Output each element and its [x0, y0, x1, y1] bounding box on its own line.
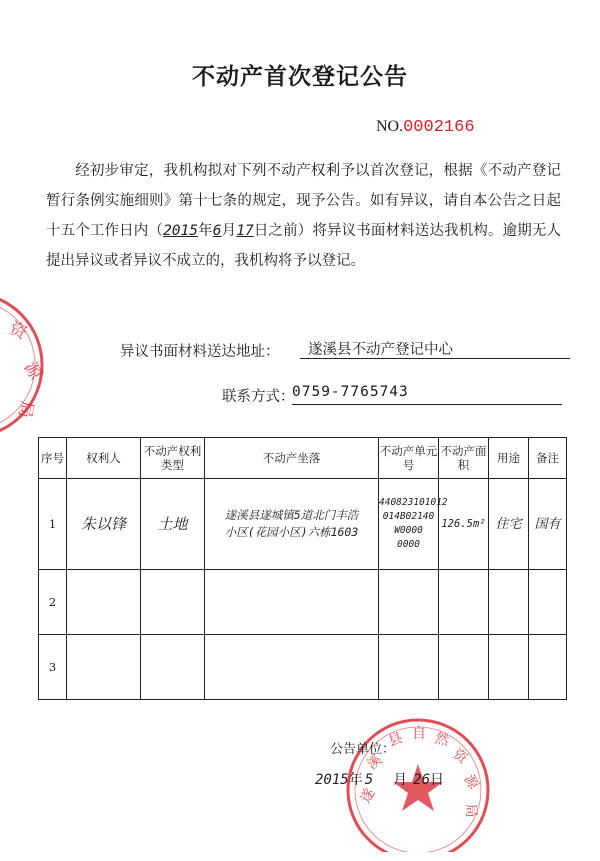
cell-remarks: [529, 570, 567, 635]
cell-unit-no: [379, 570, 439, 635]
publish-year: 2015: [315, 772, 349, 788]
deadline-year-unit: 年: [197, 223, 213, 239]
cell-seq: 1: [39, 479, 67, 570]
svg-text:县: 县: [386, 730, 405, 750]
cell-use: [489, 635, 529, 700]
svg-text:资: 资: [449, 746, 471, 768]
contact-label: 联系方式：: [222, 389, 295, 405]
cell-holder: [67, 570, 141, 635]
svg-text:局: 局: [462, 802, 480, 819]
cell-right-type: [141, 635, 205, 700]
notice-title: 不动产首次登记公告: [192, 64, 408, 90]
svg-text:资: 资: [5, 318, 30, 344]
official-seal-left: [0, 290, 70, 440]
deadline-day: 17: [236, 223, 254, 239]
cell-use: 住宅: [489, 479, 529, 570]
publisher-label: 公告单位：: [330, 742, 396, 757]
svg-text:自: 自: [412, 726, 426, 742]
publish-date: [315, 769, 444, 789]
svg-text:源: 源: [460, 772, 482, 793]
cell-area: [439, 635, 489, 700]
notice-body: [46, 156, 561, 276]
svg-text:然: 然: [432, 730, 451, 750]
table-row: [39, 635, 567, 700]
cell-holder: [67, 635, 141, 700]
cell-seq: 3: [39, 635, 67, 700]
header-unit-no: 不动产单元号: [379, 438, 439, 479]
cell-location: [205, 635, 379, 700]
deadline-month: 6: [212, 223, 222, 239]
svg-text:遂: 遂: [357, 785, 379, 806]
cell-area: 126.5m²: [439, 479, 489, 570]
unit-no-line-2: 014B02140: [382, 511, 435, 522]
body-part1: 经初步审定，我机构拟对下列不动产权利予以首次登记，根据《不动产登记暂行条例实施细则》第十七条的规定，现予公告。如有异议，请自本公告之日起十五个工作日内（: [46, 163, 561, 239]
publish-day-unit: 日: [430, 772, 445, 788]
header-location: 不动产坐落: [205, 438, 379, 479]
publish-month-unit: 月: [393, 772, 408, 788]
serial-prefix: NO.: [376, 118, 404, 135]
deadline-year: 2015: [163, 223, 198, 239]
cell-remarks: 国有: [529, 479, 567, 570]
header-remarks: 备注: [529, 438, 567, 479]
contact-value: 0759-7765743: [292, 384, 562, 405]
svg-text:局: 局: [14, 399, 37, 420]
header-use: 用途: [489, 438, 529, 479]
header-seq: 序号: [39, 438, 67, 479]
table-header-row: [39, 438, 567, 479]
unit-no-line-3: W0000: [394, 525, 423, 536]
cell-right-type: [141, 570, 205, 635]
publish-day: 26: [413, 772, 431, 788]
cell-unit-no: [379, 635, 439, 700]
deadline-month-unit: 月: [221, 223, 237, 239]
svg-text:溪: 溪: [364, 751, 386, 774]
registration-table: [38, 437, 567, 700]
deadline-day-unit: 日之前: [253, 223, 298, 239]
cell-seq: 2: [39, 570, 67, 635]
address-value: 遂溪县不动产登记中心: [300, 338, 570, 359]
serial-digits: 0002166: [403, 118, 475, 137]
serial-number: [376, 118, 475, 137]
svg-text:源: 源: [19, 358, 46, 384]
cell-area: [439, 570, 489, 635]
location-line-1: 遂溪县遂城镇5道北门丰浩: [224, 508, 359, 522]
publish-year-unit: 年: [348, 772, 363, 788]
header-right-type: 不动产权利类型: [141, 438, 205, 479]
unit-no-line-4: 0000: [397, 539, 420, 550]
cell-right-type: 土地: [141, 479, 205, 570]
cell-remarks: [529, 635, 567, 700]
address-label: 异议书面材料送达地址：: [120, 344, 280, 360]
cell-holder: 朱以锋: [67, 479, 141, 570]
cell-location: [205, 479, 379, 570]
header-holder: 权利人: [67, 438, 141, 479]
unit-no-line-1: 440823101012: [379, 497, 448, 508]
header-area: 不动产面积: [439, 438, 489, 479]
cell-location: [205, 570, 379, 635]
publish-month: 5: [364, 772, 374, 788]
table-row: [39, 479, 567, 570]
cell-unit-no: [379, 479, 448, 570]
body-part2: ）将异议书面材料送达我机构。逾期无人提出异议或者异议不成立的，我机构将予以登记。: [46, 223, 562, 269]
cell-use: [489, 570, 529, 635]
location-line-2: 小区(花园小区)六栋1603: [224, 525, 359, 539]
table-row: [39, 570, 567, 635]
